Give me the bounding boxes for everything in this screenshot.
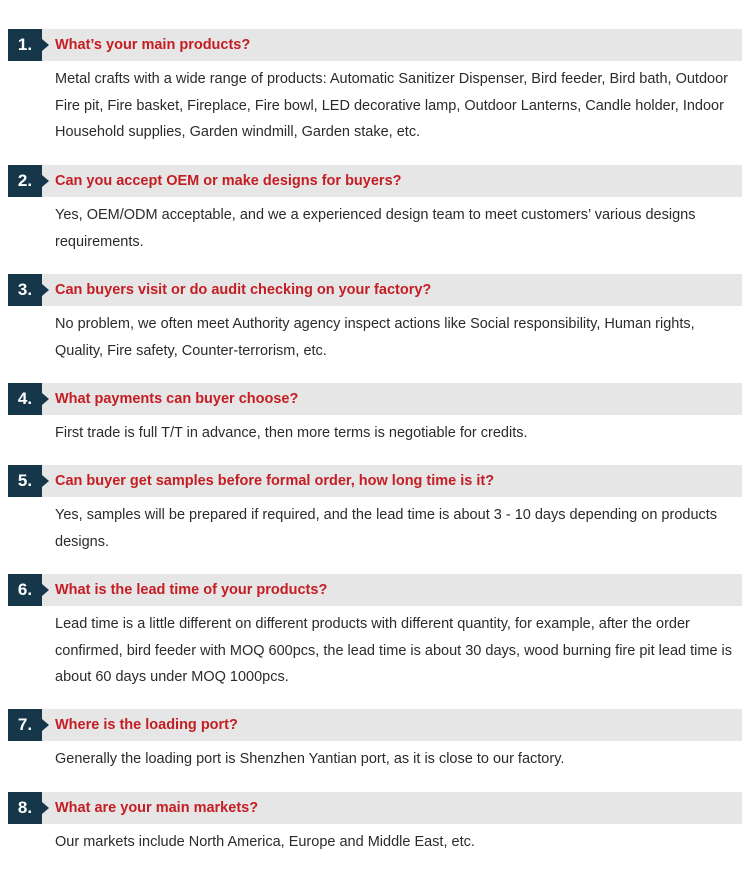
question-text: What payments can buyer choose? [55,391,299,407]
answer-text: Metal crafts with a wide range of products: Automatic Sanitizer Dispenser, Bird feeder, Bird bath, Outdoor Fire pit, Fire basket, Fireplace, Fire bowl, LED decorative lamp, Outdoor Lanterns, Candle holder, Indoor Household supplies, Garden windmill, Garden stake, etc. [55,71,728,140]
item-number-badge: 4. [8,383,42,415]
arrow-right-icon [42,719,49,731]
arrow-right-icon [42,475,49,487]
answer-text: Lead time is a little different on different products with different quantity, for example, after the order confirmed, bird feeder with MOQ 600pcs, the lead time is about 30 days, wood burning fire pit lead time is about 60 days under MOQ 1000pcs. [55,616,733,685]
answer-text: No problem, we often meet Authority agency inspect actions like Social responsibility, Human rights, Quality, Fire safety, Counter-terrorism, etc. [55,316,695,359]
arrow-right-icon [42,175,49,187]
question-bar [8,465,742,497]
question-text: What is the lead time of your products? [55,582,328,598]
question-bar [8,383,742,415]
question-bar [8,29,742,61]
question-bar [8,274,742,306]
answer-text: Yes, OEM/ODM acceptable, and we a experienced design team to meet customers’ various designs requirements. [55,207,696,250]
arrow-right-icon [42,393,49,405]
arrow-right-icon [42,584,49,596]
item-number-badge: 1. [8,29,42,61]
question-bar [8,709,742,741]
question-bar [8,574,742,606]
question-text: Where is the loading port? [55,717,238,733]
question-text: What are your main markets? [55,800,259,816]
item-number-badge: 8. [8,792,42,824]
answer-text: Our markets include North America, Europe and Middle East, etc. [55,834,475,850]
question-text: Can buyers visit or do audit checking on your factory? [55,282,432,298]
answer-text: Yes, samples will be prepared if required, and the lead time is about 3 - 10 days depending on products designs. [55,507,718,550]
question-bar [8,792,742,824]
question-text: Can you accept OEM or make designs for buyers? [55,173,402,189]
answer-text: Generally the loading port is Shenzhen Yantian port, as it is close to our factory. [55,751,565,767]
question-bar [8,165,742,197]
question-text: What’s your main products? [55,37,251,53]
answer-text: First trade is full T/T in advance, then more terms is negotiable for credits. [55,425,528,441]
question-text: Can buyer get samples before formal order, how long time is it? [55,473,495,489]
item-number-badge: 3. [8,274,42,306]
item-number-badge: 2. [8,165,42,197]
item-number-badge: 6. [8,574,42,606]
arrow-right-icon [42,284,49,296]
item-number-badge: 5. [8,465,42,497]
item-number-badge: 7. [8,709,42,741]
arrow-right-icon [42,802,49,814]
arrow-right-icon [42,39,49,51]
